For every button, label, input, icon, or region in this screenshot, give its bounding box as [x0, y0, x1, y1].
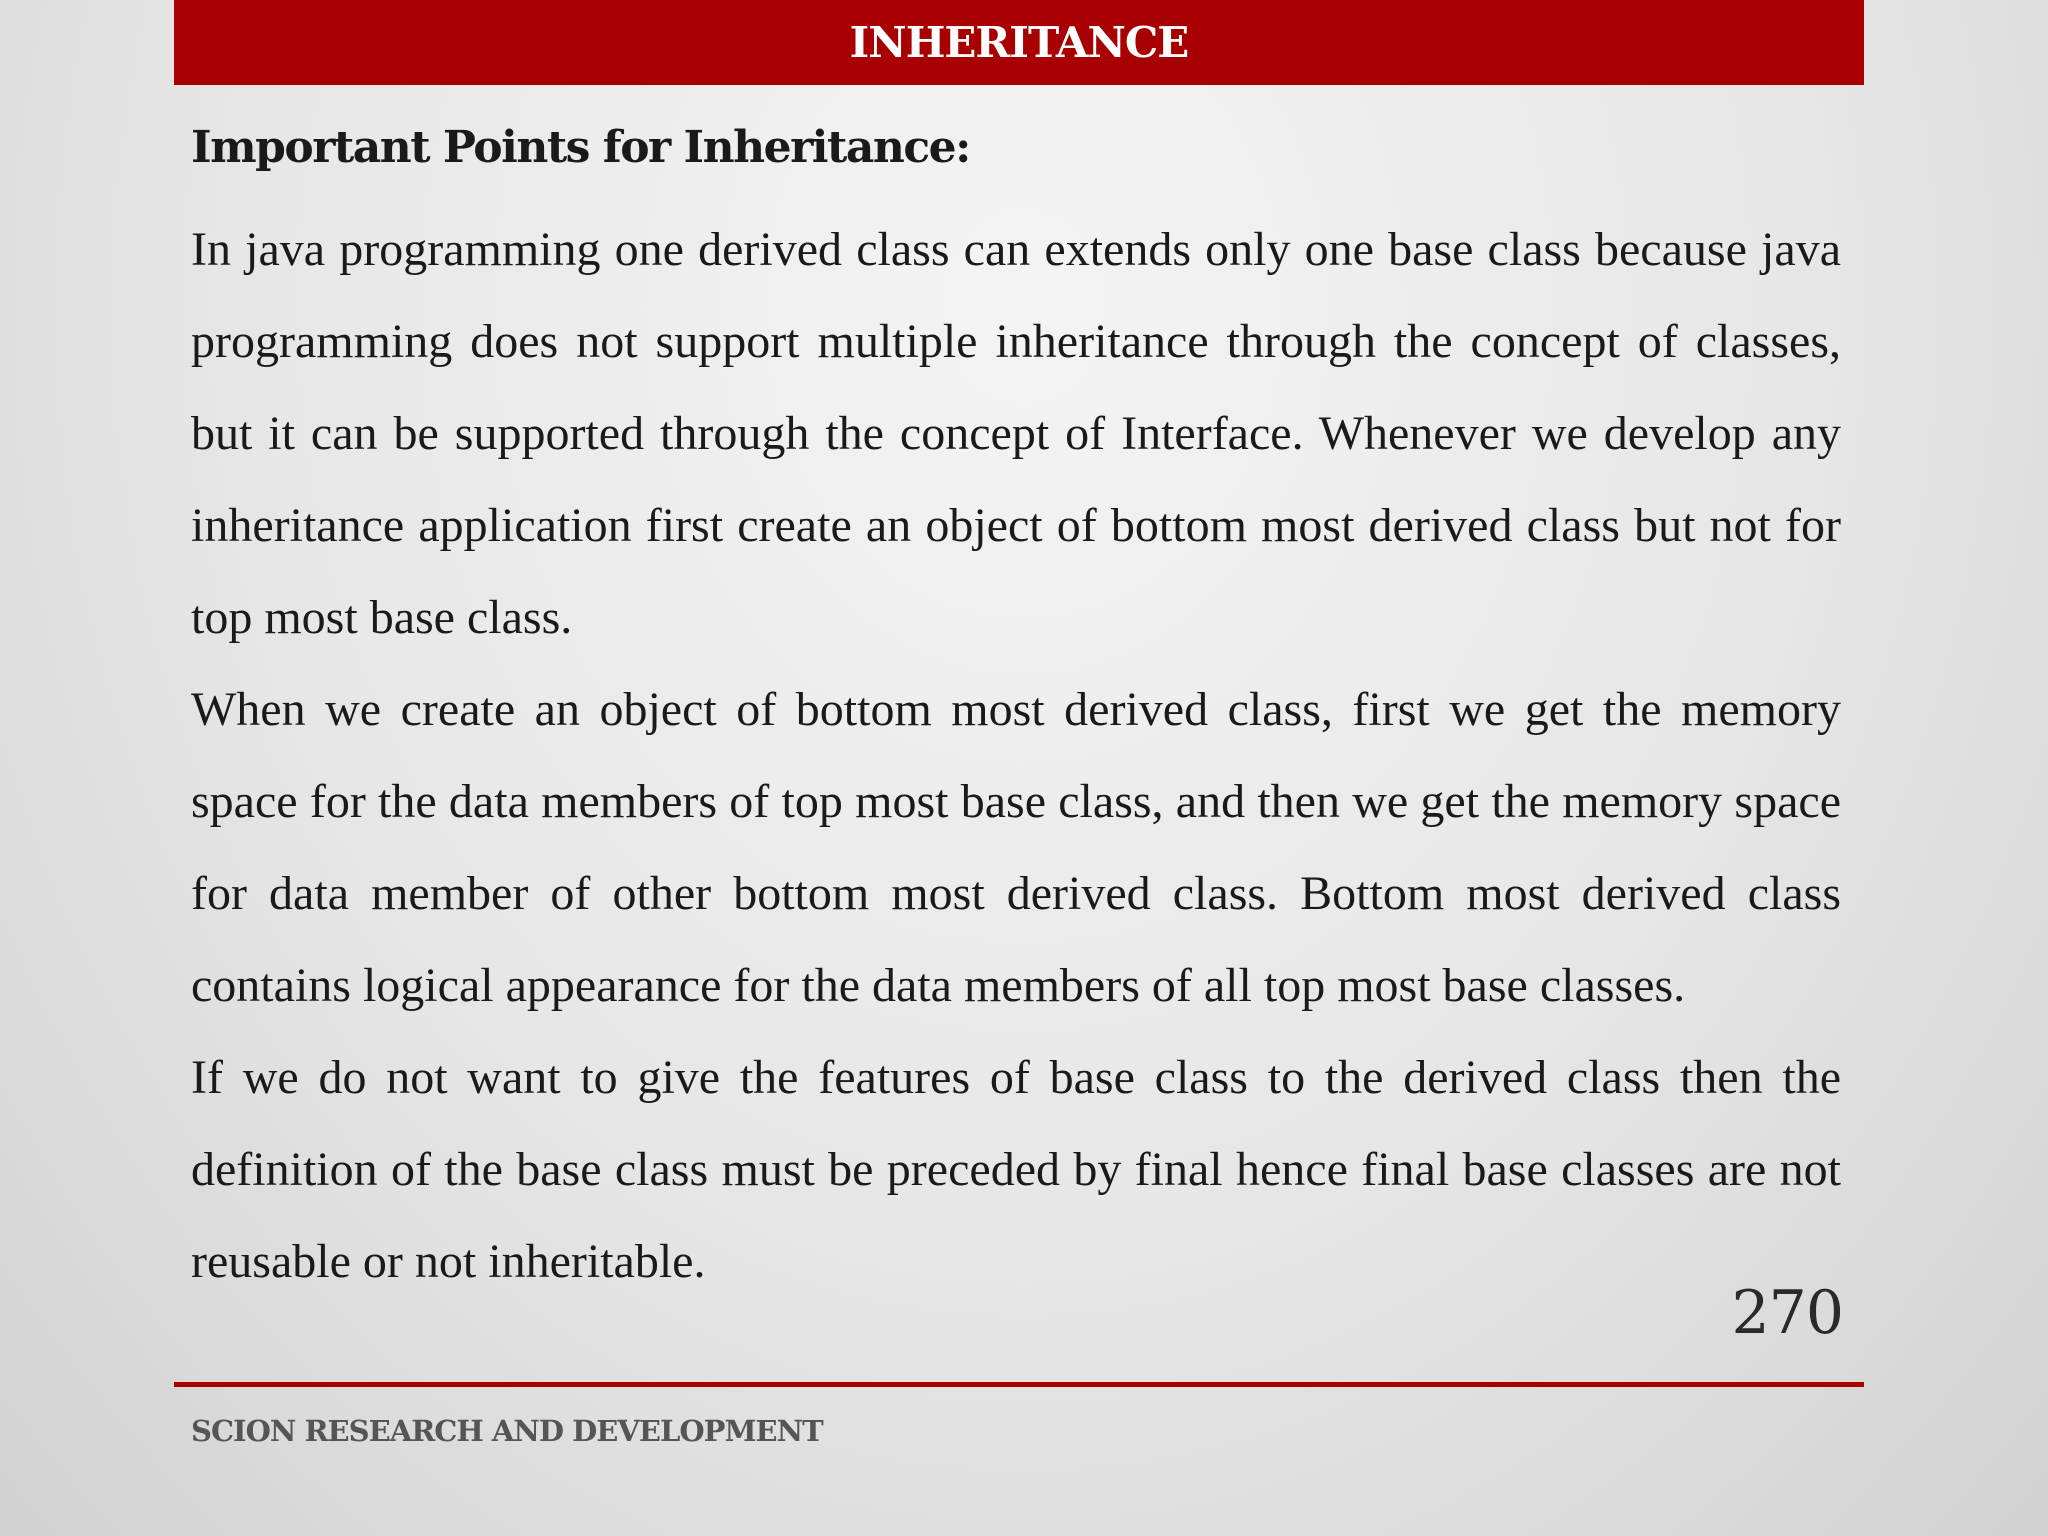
paragraph-memory-allocation: When we create an object of bottom most derived class, first we get the memory space for the data members of top most base class, and then we get the memory space for data member of other bottom most derived class. Bottom most derived class contains logical appearance for the data members of all top most base classes.: [191, 683, 1841, 1012]
paragraph-multiple-inheritance: In java programming one derived class can extends only one base class because java programming does not support multiple inheritance through the concept of classes, but it can be supported through the concept of Interface. Whenever we develop any inheritance application first create an object of bottom most derived class but not for top most base class.: [191, 223, 1841, 644]
page-number: 270: [1731, 1278, 1843, 1348]
title-bar: [174, 0, 1864, 85]
section-heading: Important Points for Inheritance:: [191, 122, 970, 173]
slide-content: [191, 112, 1841, 1308]
slide-title: INHERITANCE: [849, 18, 1189, 67]
footer-divider: [174, 1382, 1864, 1387]
footer-brand: SCION RESEARCH AND DEVELOPMENT: [191, 1414, 823, 1448]
paragraph-final-class: If we do not want to give the features of base class to the derived class then the definition of the base class must be preceded by final hence final base classes are not reusable or not inheritable.: [191, 1051, 1841, 1288]
